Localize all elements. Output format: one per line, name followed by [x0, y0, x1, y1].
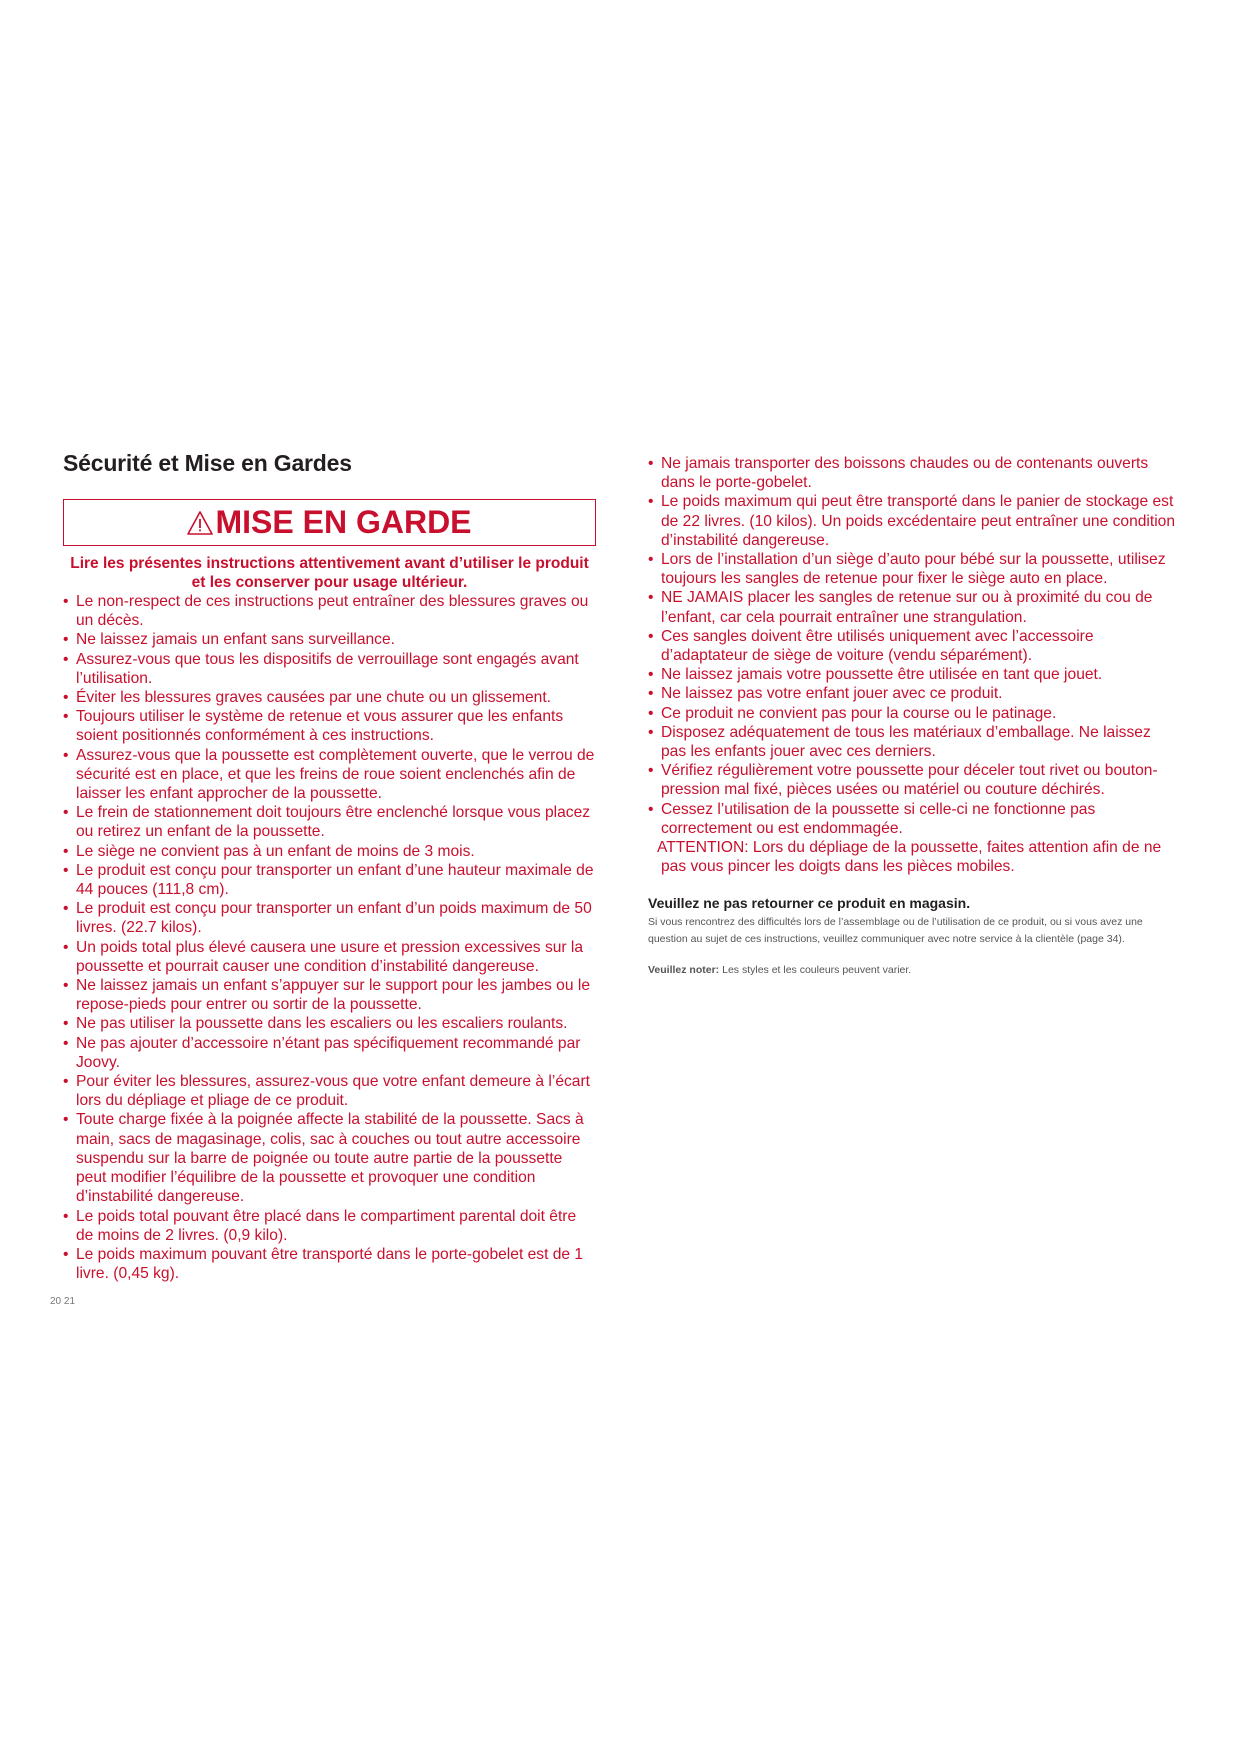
list-item: [648, 550, 1178, 588]
list-item: [63, 1207, 596, 1245]
list-item-text: Le siège ne convient pas à un enfant de moins de 3 mois.: [76, 842, 475, 860]
list-item: [63, 861, 596, 899]
list-item: [648, 492, 1178, 550]
page-numbers: 20 21: [50, 1296, 76, 1307]
bullet-icon: •: [63, 977, 69, 995]
bullet-icon: •: [63, 1015, 69, 1033]
attention-note: [648, 838, 1178, 876]
list-item-text: Ne pas ajouter d’accessoire n’étant pas spécifiquement recommandé par Joovy.: [76, 1034, 581, 1071]
list-item: [63, 938, 596, 976]
left-bullet-list: [63, 592, 596, 1283]
warning-banner: [63, 499, 596, 546]
list-item-text: Toute charge fixée à la poignée affecte la stabilité de la poussette. Sacs à main, sacs de magasinage, colis, sac à couches ou tout autre accessoire suspendu sur la barre de poignée ou toute autre partie de la poussette peut modifier l’équilibre de la poussette et provoquer une condition d’instabilité dangereuse.: [76, 1111, 584, 1206]
intro-text: Lire les présentes instructions attentivement avant d’utiliser le produit et les conserver pour usage ultérieur.: [70, 555, 589, 591]
bullet-icon: •: [63, 1245, 69, 1263]
warning-triangle-icon: [187, 510, 213, 536]
list-item-text: Ne pas utiliser la poussette dans les escaliers ou les escaliers roulants.: [76, 1015, 568, 1033]
list-item-text: Vérifiez régulièrement votre poussette pour déceler tout rivet ou bouton-pression mal fixé, pièces usées ou matériel ou couture déchirés.: [661, 762, 1158, 799]
list-item-text: NE JAMAIS placer les sangles de retenue sur ou à proximité du cou de l’enfant, car cela pourrait entraîner une strangulation.: [661, 589, 1153, 626]
list-item-text: Le poids maximum pouvant être transporté dans le porte-gobelet est de 1 livre. (0,45 kg).: [76, 1245, 584, 1283]
list-item-text: Le non-respect de ces instructions peut entraîner des blessures graves ou un décès.: [76, 593, 589, 630]
list-item-text: Disposez adéquatement de tous les matériaux d’emballage. Ne laissez pas les enfants jouer avec ces derniers.: [661, 723, 1151, 761]
list-item-text: Ce produit ne convient pas pour la course ou le patinage.: [661, 704, 1057, 722]
list-item: [63, 1014, 596, 1033]
right-bullet-list: [648, 454, 1178, 838]
list-item-text: Ne jamais transporter des boissons chaudes ou de contenants ouverts dans le porte-gobelet.: [661, 455, 1149, 492]
list-item: [63, 630, 596, 649]
bullet-icon: •: [648, 493, 654, 511]
list-item-text: Ces sangles doivent être utilisés uniquement avec l’accessoire d’adaptateur de siège de voiture (vendu séparément).: [661, 627, 1094, 665]
list-item: [63, 1110, 596, 1206]
page-title: Sécurité et Mise en Gardes: [63, 450, 352, 476]
bullet-icon: •: [63, 1207, 69, 1225]
list-item-text: Le produit est conçu pour transporter un enfant d’un poids maximum de 50 livres. (22.7 kilos).: [76, 900, 592, 937]
return-text: Si vous rencontrez des difficultés lors de l’assemblage ou de l’utilisation de ce produit, ou si vous avez une question au sujet de ces instructions, veuillez communiquer avec notre service à la clientèle (page 34).: [648, 916, 1143, 945]
right-column: [648, 454, 1178, 976]
left-column: [63, 450, 596, 1283]
list-item-text: Ne laissez pas votre enfant jouer avec ce produit.: [661, 685, 1003, 703]
bullet-icon: •: [63, 650, 69, 668]
list-item: [648, 665, 1178, 684]
list-item: [63, 842, 596, 861]
bullet-icon: •: [63, 804, 69, 822]
list-item-text: Cessez l’utilisation de la poussette si celle-ci ne fonctionne pas correctement ou est endommagée.: [661, 800, 1096, 837]
bullet-icon: •: [648, 551, 654, 569]
bullet-icon: •: [648, 455, 654, 472]
bullet-icon: •: [63, 938, 69, 956]
list-item: [63, 746, 596, 804]
list-item: [63, 592, 596, 630]
list-item-text: Ne laissez jamais votre poussette être utilisée en tant que jouet.: [661, 666, 1103, 684]
list-item: [648, 800, 1178, 838]
list-item-text: Ne laissez jamais un enfant sans surveillance.: [76, 631, 395, 649]
list-item-text: Ne laissez jamais un enfant s’appuyer sur le support pour les jambes ou le repose-pieds pour entrer ou sortir de la poussette.: [76, 977, 590, 1014]
bullet-icon: •: [63, 631, 69, 649]
bullet-icon: •: [63, 1073, 69, 1091]
list-item: [63, 1072, 596, 1110]
bullet-icon: •: [648, 666, 654, 684]
list-item: [648, 454, 1178, 492]
bullet-icon: •: [63, 593, 69, 610]
list-item: [63, 1245, 596, 1283]
bullet-icon: •: [63, 708, 69, 726]
list-item-text: Un poids total plus élevé causera une usure et pression excessives sur la poussette et pourrait causer une condition d’instabilité dangereuse.: [76, 938, 584, 975]
note: [648, 964, 1178, 976]
bullet-icon: •: [63, 900, 69, 918]
note-text: Les styles et les couleurs peuvent varier.: [719, 964, 912, 977]
list-item: [63, 688, 596, 707]
bullet-icon: •: [63, 842, 69, 860]
list-item-text: Pour éviter les blessures, assurez-vous que votre enfant demeure à l’écart lors du dépliage et pliage de ce produit.: [76, 1073, 590, 1110]
bullet-icon: •: [648, 685, 654, 703]
list-item-text: Toujours utiliser le système de retenue et vous assurer que les enfants soient positionnés conformément à ces instructions.: [76, 708, 564, 745]
bullet-icon: •: [63, 1034, 69, 1052]
list-item-text: Assurez-vous que la poussette est complètement ouverte, que le verrou de sécurité est en place, et que les freins de roue soient enclenchés afin de laisser les enfant approcher de la poussette.: [76, 746, 595, 803]
warning-label: MISE EN GARDE: [215, 504, 472, 540]
list-item: [648, 627, 1178, 665]
list-item: [63, 976, 596, 1014]
list-item-text: Le frein de stationnement doit toujours être enclenché lorsque vous placez ou retirez un enfant de la poussette.: [76, 804, 591, 841]
bullet-icon: •: [648, 589, 654, 607]
bullet-icon: •: [648, 723, 654, 741]
list-item: [648, 684, 1178, 703]
list-item-text: Le produit est conçu pour transporter un enfant d’une hauteur maximale de 44 pouces (111,8 cm).: [76, 861, 594, 899]
list-item: [648, 704, 1178, 723]
return-title: Veuillez ne pas retourner ce produit en magasin.: [648, 895, 971, 912]
attention-line-2: pas vous pincer les doigts dans les pièces mobiles.: [661, 858, 1015, 876]
bullet-icon: •: [648, 627, 654, 645]
list-item-text: Le poids maximum qui peut être transporté dans le panier de stockage est de 22 livres. (10 kilos). Un poids excédentaire peut entraîner une condition d’instabilité dangereuse.: [661, 493, 1176, 549]
bullet-icon: •: [63, 689, 69, 707]
bullet-icon: •: [648, 762, 654, 780]
list-item: [648, 761, 1178, 799]
bullet-icon: •: [63, 861, 69, 879]
bullet-icon: •: [63, 1111, 69, 1129]
attention-line-1: ATTENTION: Lors du dépliage de la poussette, faites attention afin de ne: [657, 839, 1162, 857]
list-item-text: Le poids total pouvant être placé dans le compartiment parental doit être de moins de 2 livres. (0,9 kilo).: [76, 1207, 577, 1244]
list-item: [63, 707, 596, 745]
bullet-icon: •: [648, 800, 654, 818]
list-item: [63, 899, 596, 937]
list-item-text: Éviter les blessures graves causées par une chute ou un glissement.: [76, 689, 552, 707]
bullet-icon: •: [63, 746, 69, 764]
list-item: [63, 650, 596, 688]
note-label: Veuillez noter:: [648, 964, 720, 977]
list-item: [63, 803, 596, 841]
list-item: [648, 588, 1178, 626]
list-item: [648, 723, 1178, 761]
list-item-text: Assurez-vous que tous les dispositifs de verrouillage sont engagés avant l’utilisation.: [76, 650, 579, 687]
bullet-icon: •: [648, 704, 654, 722]
list-item-text: Lors de l’installation d’un siège d’auto pour bébé sur la poussette, utilisez toujours les sangles de retenue pour fixer le siège auto en place.: [661, 551, 1166, 588]
list-item: [63, 1034, 596, 1072]
